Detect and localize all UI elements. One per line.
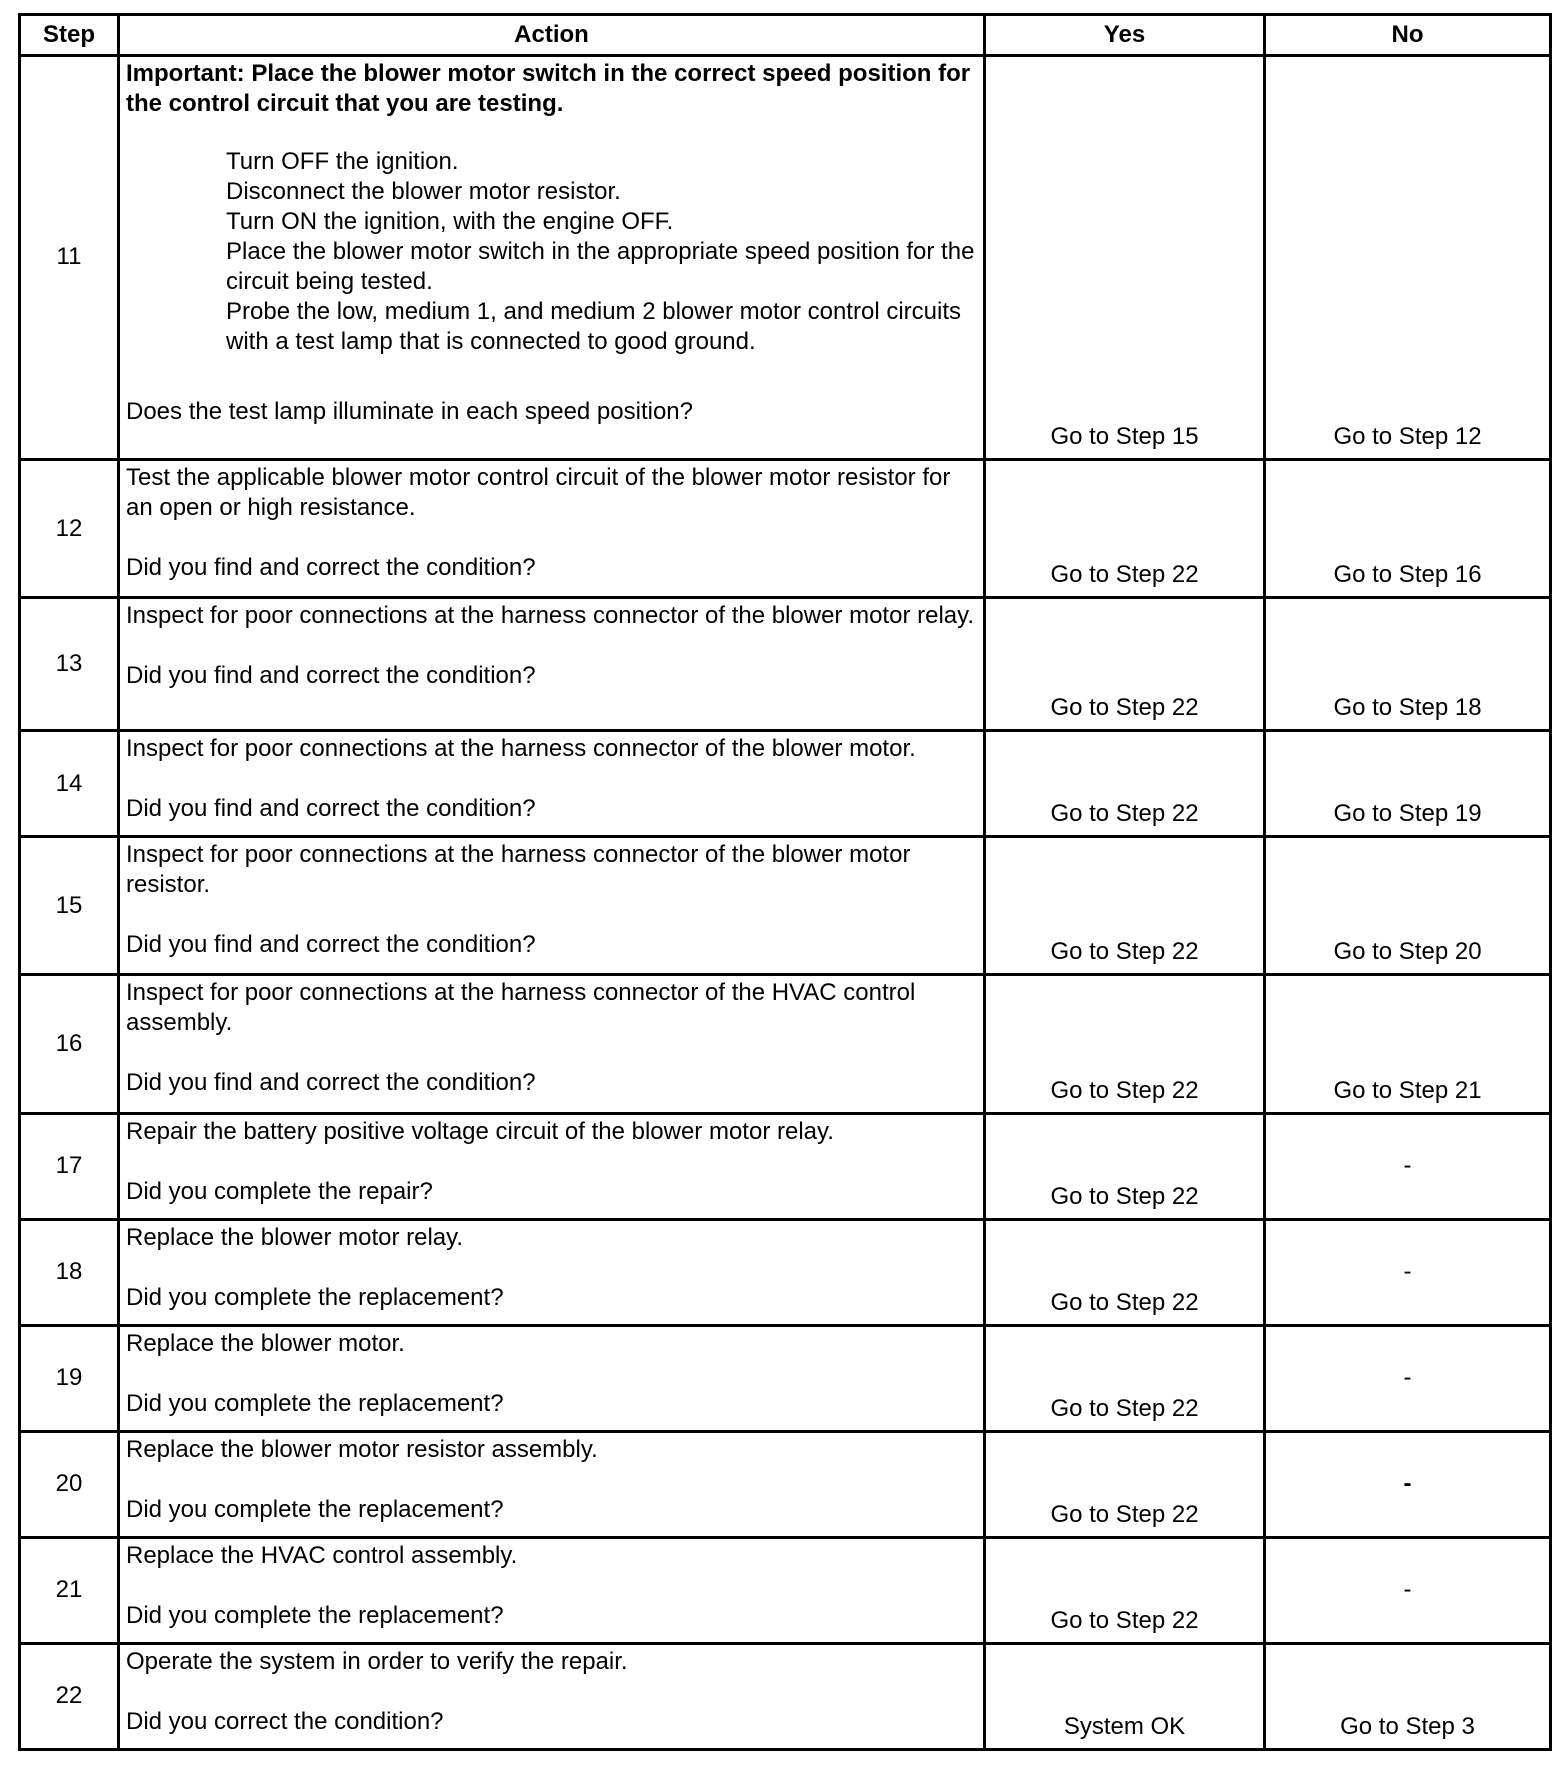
yes-result: Go to Step 22 xyxy=(985,1219,1265,1325)
yes-result: Go to Step 22 xyxy=(985,1431,1265,1537)
yes-result: Go to Step 22 xyxy=(985,731,1265,837)
yes-result: Go to Step 22 xyxy=(985,1113,1265,1219)
header-no: No xyxy=(1265,15,1551,56)
header-row xyxy=(20,15,1551,56)
step-number: 13 xyxy=(20,598,119,731)
no-result: Go to Step 19 xyxy=(1265,731,1551,837)
action-text: Replace the blower motor. xyxy=(126,1329,405,1357)
yes-result: Go to Step 22 xyxy=(985,1537,1265,1643)
table-row xyxy=(20,1219,1551,1325)
question-text: Did you complete the repair? xyxy=(126,1177,433,1205)
table-row xyxy=(20,459,1551,597)
action-text: Inspect for poor connections at the harness connector of the blower motor. xyxy=(126,735,916,763)
header-action: Action xyxy=(119,15,985,56)
no-result: Go to Step 20 xyxy=(1265,837,1551,975)
no-result: - xyxy=(1265,1537,1551,1643)
action-cell xyxy=(119,731,985,837)
action-cell xyxy=(119,56,985,460)
question-text: Did you find and correct the condition? xyxy=(126,662,536,690)
action-text: Replace the blower motor resistor assembly. xyxy=(126,1435,598,1463)
table-row xyxy=(20,731,1551,837)
action-text: Repair the battery positive voltage circuit of the blower motor relay. xyxy=(126,1117,834,1145)
table-row xyxy=(20,837,1551,975)
yes-result: Go to Step 15 xyxy=(985,56,1265,460)
table-row xyxy=(20,1113,1551,1219)
list-item: Disconnect the blower motor resistor. xyxy=(226,178,621,205)
action-text: Inspect for poor connections at the harness connector of the blower motor resistor. xyxy=(126,841,911,899)
question-text: Did you find and correct the condition? xyxy=(126,553,536,581)
table-row xyxy=(20,1643,1551,1749)
action-cell xyxy=(119,1537,985,1643)
action-cell xyxy=(119,975,985,1113)
yes-result: Go to Step 22 xyxy=(985,459,1265,597)
step-number: 16 xyxy=(20,975,119,1113)
step-number: 12 xyxy=(20,459,119,597)
no-result: - xyxy=(1265,1113,1551,1219)
question-text: Did you correct the condition? xyxy=(126,1707,444,1735)
yes-result: Go to Step 22 xyxy=(985,837,1265,975)
step-number: 22 xyxy=(20,1643,119,1749)
action-text: Inspect for poor connections at the harness connector of the HVAC control assembly. xyxy=(126,979,916,1037)
table-row xyxy=(20,1325,1551,1431)
yes-result: System OK xyxy=(985,1643,1265,1749)
no-result: Go to Step 16 xyxy=(1265,459,1551,597)
action-text: Test the applicable blower motor control circuit of the blower motor resistor for an open or high resistance. xyxy=(126,463,951,521)
no-result: Go to Step 12 xyxy=(1265,56,1551,460)
action-cell xyxy=(119,837,985,975)
question-text: Did you find and correct the condition? xyxy=(126,795,536,823)
action-cell xyxy=(119,598,985,731)
action-cell xyxy=(119,1325,985,1431)
question-text: Did you complete the replacement? xyxy=(126,1495,504,1523)
header-yes: Yes xyxy=(985,15,1265,56)
step-number: 19 xyxy=(20,1325,119,1431)
list-item: Place the blower motor switch in the appropriate speed position for the circuit being tested. xyxy=(226,238,975,295)
no-result: Go to Step 3 xyxy=(1265,1643,1551,1749)
table-row xyxy=(20,56,1551,460)
question-text: Does the test lamp illuminate in each speed position? xyxy=(126,398,693,425)
question-text: Did you complete the replacement? xyxy=(126,1283,504,1311)
action-cell xyxy=(119,1219,985,1325)
table-row xyxy=(20,1431,1551,1537)
step-number: 20 xyxy=(20,1431,119,1537)
step-number: 11 xyxy=(20,56,119,460)
diagnostic-table xyxy=(18,13,1552,1751)
yes-result: Go to Step 22 xyxy=(985,975,1265,1113)
important-note: Important: Place the blower motor switch in the correct speed position for the control circuit that you are testing. xyxy=(126,60,971,117)
action-cell xyxy=(119,1431,985,1537)
action-cell xyxy=(119,459,985,597)
step-number: 18 xyxy=(20,1219,119,1325)
action-cell xyxy=(119,1643,985,1749)
list-item: Turn ON the ignition, with the engine OFF. xyxy=(226,208,674,235)
step-number: 15 xyxy=(20,837,119,975)
action-cell xyxy=(119,1113,985,1219)
action-text: Inspect for poor connections at the harness connector of the blower motor relay. xyxy=(126,602,975,630)
header-step: Step xyxy=(20,15,119,56)
no-result: Go to Step 18 xyxy=(1265,598,1551,731)
step-number: 17 xyxy=(20,1113,119,1219)
no-result: - xyxy=(1265,1431,1551,1537)
action-text: Replace the blower motor relay. xyxy=(126,1223,464,1251)
question-text: Did you find and correct the condition? xyxy=(126,931,536,959)
no-result: - xyxy=(1265,1219,1551,1325)
table-row xyxy=(20,1537,1551,1643)
action-text: Operate the system in order to verify the repair. xyxy=(126,1647,628,1675)
list-item: Turn OFF the ignition. xyxy=(226,148,459,175)
yes-result: Go to Step 22 xyxy=(985,1325,1265,1431)
substep-list xyxy=(226,147,977,357)
step-number: 21 xyxy=(20,1537,119,1643)
no-result: - xyxy=(1265,1325,1551,1431)
yes-result: Go to Step 22 xyxy=(985,598,1265,731)
question-text: Did you complete the replacement? xyxy=(126,1601,504,1629)
step-number: 14 xyxy=(20,731,119,837)
action-text: Replace the HVAC control assembly. xyxy=(126,1541,518,1569)
question-text: Did you complete the replacement? xyxy=(126,1389,504,1417)
table-row xyxy=(20,598,1551,731)
list-item: Probe the low, medium 1, and medium 2 blower motor control circuits with a test lamp that is connected to good ground. xyxy=(226,298,961,355)
no-result: Go to Step 21 xyxy=(1265,975,1551,1113)
question-text: Did you find and correct the condition? xyxy=(126,1069,536,1097)
table-row xyxy=(20,975,1551,1113)
